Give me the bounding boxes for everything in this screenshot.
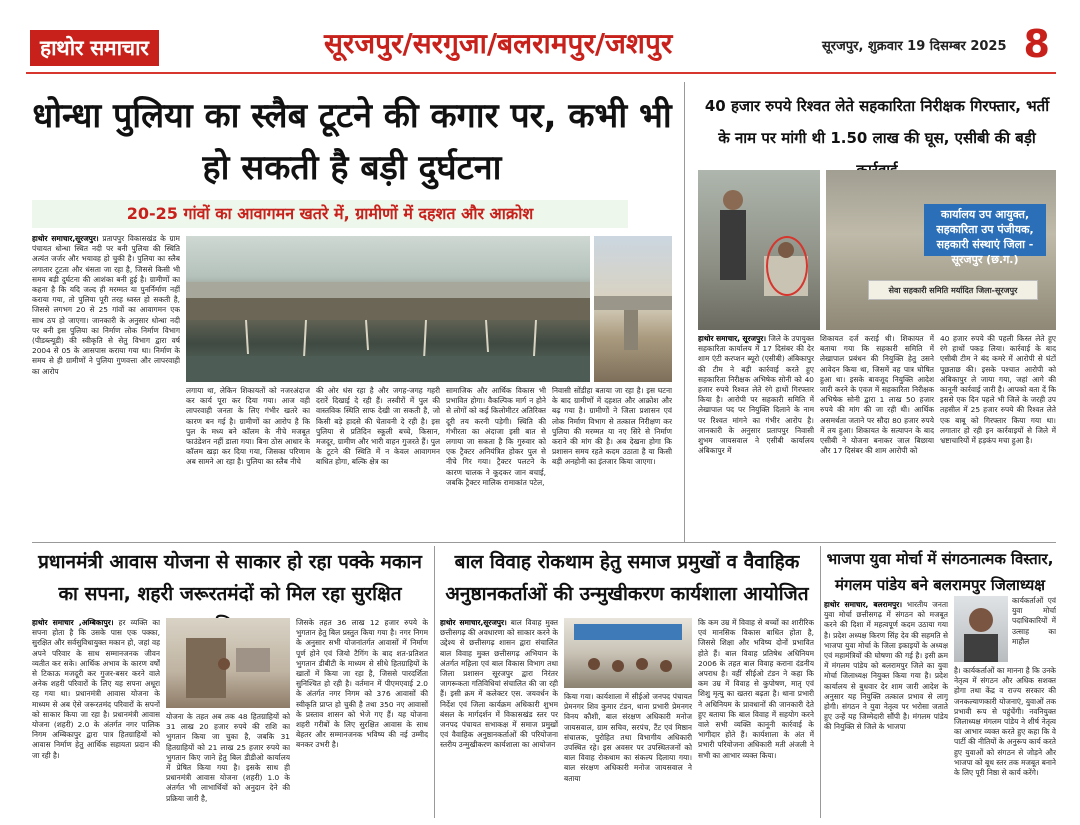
story2-text-1: जिले के उपायुक्त सहकारिता कार्यालय में 17 दिसंबर की देर शाम एंटी करप्शन ब्यूरो (एसीबी) अंबिकापुर की टीम ने बड़ी कार्रवाई करते हुए सहकारिता निरीक्षक अभिषेक सोनी को 40 हजार रुपये रिश्वत लेते रंगे हाथों गिरफ्तार किया है। आरोपी पर सहकारी समिति में लेखापाल पद पर नियुक्ति दिलाने के नाम पर रिश्वत मांगने का गंभीर आरोप है। जानकारी के अनुसार प्रतापपुर निवासी शुभम जायसवाल ने एसीबी कार्यालय अंबिकापुर में [698, 334, 814, 456]
column-divider [434, 546, 435, 818]
story3-headline: प्रधानमंत्री आवास योजना से साकार हो रहा पक्के मकान का सपना, शहरी जरूरतमंदों को मिल रहा सुरक्षित [38, 551, 422, 605]
masthead [26, 14, 1056, 74]
house-illustration [166, 618, 290, 708]
mangalam-pandey-portrait [954, 596, 1008, 662]
story3-text-1: हर व्यक्ति का सपना होता है कि उसके पास एक पक्का, सुरक्षित और सर्वसुविधायुक्त मकान हो, जहां वह अपने परिवार के साथ सम्मानजनक जीवन व्यतीत कर सके। आर्थिक अभाव के कारण वर्षों से टिकाऊ मजदूरी कर गुजर-बसर करने वाले अनेक शहरी परिवारों के लिए यह सपना अधूरा रह गया था। प्रधानमंत्री आवास योजना के माध्यम से अब ऐसे जरूरतमंद परिवारों के सपनों को साकार किया जा रहा है। प्रधानमंत्री आवास योजना (शहरी) 2.0 के अंतर्गत नगर पालिक निगम अम्बिकापुर द्वारा पात्र हितग्राहियों को आवास निर्माण हेतु आर्थिक सहायता प्रदान की जा रही है। [32, 618, 160, 760]
brand-logo: हाथोर समाचार [30, 30, 159, 66]
story1-column-5: निवासी सोंडीहा बताया जा रहा है। इस घटना के बाद ग्रामीणों में दहशत और आक्रोश और बढ़ गया है। ग्रामीणों ने जिला प्रशासन एवं लोक निर्माण विभाग से तत्काल निरीक्षण कर पुलिया की मरम्मत या नए सिरे से निर्माण कराने की मांग की है। अब देखना होगा कि प्रशासन समय रहते कदम उठाता है या किसी बड़ी अनहोनी का इंतजार किया जाएगा। [552, 386, 672, 467]
story5-column-1 [824, 600, 948, 816]
story2-column-2: शिकायत दर्ज कराई थी। शिकायत में बताया गया कि सहकारी समिति में लेखापाल प्रबंधन की नियुक्ति हेतु उसने आवेदन किया था, जिसमें वह पात्र घोषित हुआ था। इसके बावजूद नियुक्ति आदेश जारी करने के एवज में सहकारिता निरीक्षक अभिषेक सोनी द्वारा 1 लाख 50 हजार रुपये की मांग की जा रही थी। आर्थिक असमर्थता जताने पर सौदा 80 हजार रुपये में तय हुआ। शिकायत के सत्यापन के बाद एसीबी ने योजना बनाकर जाल बिछाया और 17 दिसंबर की शाम आरोपी को [820, 334, 934, 456]
office-wall-signboard: सेवा सहकारी समिति मर्यादित जिला-सूरजपुर [868, 280, 1038, 300]
story5-text-1: भारतीय जनता युवा मोर्चा छत्तीसगढ़ में संगठन को मजबूत करने की दिशा में महत्वपूर्ण कदम उठाया गया है। प्रदेश अध्यक्ष किरण सिंह देव की सहमति से भाजपा युवा मोर्चा के जिला इकाइयों के अध्यक्ष एवं महामंत्रियों की घोषणा की गई है। इसी क्रम में मंगलम पांडेय को बलरामपुर जिले का युवा मोर्चा जिलाध्यक्ष नियुक्त किया गया है। प्रदेश कार्यालय से बुधवार देर शाम जारी आदेश के अनुसार यह नियुक्ति तत्काल प्रभाव से लागू होगी। संगठन ने युवा नेतृत्व पर भरोसा जताते हुए उन्हें यह जिम्मेदारी सौंपी है। मंगलम पांडेय की नियुक्ति से जिले के भाजपा [824, 600, 948, 732]
story4-column-1 [440, 618, 558, 816]
story5-column-2: है। कार्यकर्ताओं का मानना है कि उनके नेतृत्व में संगठन और अधिक सशक्त होगा तथा केंद्र व राज्य सरकार की जनकल्याणकारी योजनाएं, युवाओं तक प्रभावी रूप से पहुंचेंगी। नवनियुक्त जिलाध्यक्ष मंगलम पांडेय ने शीर्ष नेतृत्व का आभार व्यक्त करते हुए कहा कि वे पार्टी की नीतियों के अनुरूप कार्य करते हुए युवाओं को संगठन से जोड़ने और भाजपा को बूथ स्तर तक मजबूत बनाने के लिए पूरी निष्ठा से कार्य करेंगे। [954, 666, 1056, 778]
story2-byline: हाथोर समाचार, सूरजपुर। [698, 334, 767, 343]
story3-column-1 [32, 618, 160, 816]
section-title: सूरजपुर/सरगुजा/बलरामपुर/जशपुर [324, 27, 673, 60]
accused-officer-photo [698, 170, 820, 330]
story2-headline: 40 हजार रुपये रिश्वत लेते सहकारिता निरीक्षक गिरफ्तार, भर्ती के नाम पर मांगी थी 1.50 लाख की घूस, एसीबी की बड़ी [704, 97, 1050, 147]
story4-column-2: किया गया। कार्यशाला में सीईओ जनपद पंचायत प्रेमनगर शिव कुमार टंडन, थाना प्रभारी प्रेमनगर विनय कौशी, बाल संरक्षण अधिकारी मनोज जायसवाल, ग्राम सचिव, सरपंच, टैंट एवं मिष्ठान संचालक, पुरोहित तथा विभागीय अधिकारी उपस्थित रहे। इस अवसर पर उपस्थितजनों को बाल विवाह रोकथाम का संकल्प दिलाया गया। बाल संरक्षण अधिकारी मनोज जायसवाल ने बताया [564, 692, 692, 783]
office-signboard: कार्यालय उप आयुक्त, सहकारिता उप पंजीयक, सहकारी संस्थाएं जिला - सूरजपुर (छ.ग.) [924, 204, 1046, 256]
story1-column-2: लगाया था, लेकिन शिकायतों को नजरअंदाज कर कार्य पूरा कर दिया गया। आज वही लापरवाही जनता के लिए गंभीर खतरे का कारण बन गई है। ग्रामीणों का आरोप है कि पुल के मध्य बने कॉलम के नीचे मजबूत फाउंडेशन नहीं डाला गया। बिना ठोस आधार के कॉलम खड़ा कर दिया गया, जिसका परिणाम अब सामने आ रहा है। पुलिया का स्लैब नीचे [186, 386, 310, 467]
story1-text-1: प्रतापपुर विकासखंड के ग्राम पंचायत धोन्धा स्थित नदी पर बनी पुलिया की स्थिति अत्यंत जर्जर और भयावह हो चुकी है। पुलिया का स्लैब लगातार टूटता और धंसता जा रहा है, जिससे किसी भी समय बड़ी दुर्घटना की आशंका बनी हुई है। ग्रामीणों का कहना है कि यदि जल्द ही मरम्मत या पुनर्निर्माण नहीं कराया गया, तो पुलिया पूरी तरह ध्वस्त हो सकती है, जिससे लगभग 20 से 25 गांवों का आवागमन एक साथ ठप हो जाएगा। जानकारी के अनुसार धोन्धा नदी पर बनी इस पुलिया का निर्माण लोक निर्माण विभाग (पीडब्ल्यूडी) की स्वीकृति से सेतु विभाग द्वारा वर्ष 2004 से 05 के आसपास कराया गया था। निर्माण के समय से ही ग्रामीणों ने पुलिया गुणवत्ता और लापरवाही का आरोप [32, 234, 180, 376]
story5-byline: हाथोर समाचार, बलरामपुर। [824, 600, 903, 609]
bridge-illustration [186, 236, 590, 382]
story2-column-3: 40 हजार रुपये की पहली किस्त लेते हुए रंगे हाथों पकड़ लिया। कार्रवाई के बाद एसीबी टीम ने बंद कमरे में आरोपी से घंटों पूछताछ की। इसके पश्चात आरोपी को अंबिकापुर ले जाया गया, जहां आगे की कानूनी कार्रवाई जारी है। आपको बता दें कि इससे एक दिन पहले भी जिले के जरही उप तहसील में 25 हजार रुपये की रिश्वत लेते एक बाबू को गिरफ्तार किया गया था। लगातार हो रही इन कार्रवाइयों से जिले में भ्रष्टाचारियों में हड़कंप मचा हुआ है। [940, 334, 1056, 446]
story4-headline: बाल विवाह रोकथाम हेतु समाज प्रमुखों व वैवाहिक अनुष्ठानकर्ताओं की उन्मुखीकरण कार्यशाला आयोजित [445, 551, 809, 605]
story2-column-1 [698, 334, 814, 538]
column-divider [684, 82, 685, 542]
story4-byline: हाथोर समाचार,सूरजपुर। [440, 618, 507, 627]
workshop-illustration [564, 618, 692, 688]
portrait-illustration [954, 596, 1008, 662]
story4-column-3: कि कम उम्र में विवाह से बच्चों का शारीरिक एवं मानसिक विकास बाधित होता है, जिससे शिक्षा और भविष्य दोनों प्रभावित होते हैं। बाल विवाह प्रतिषेध अधिनियम 2006 के तहत बाल विवाह कराना दंडनीय अपराध है। वहीं सीईओ टंडन ने कहा कि कम उम्र में विवाह से कुपोषण, मातृ एवं शिशु मृत्यु का खतरा बढ़ता है। थाना प्रभारी ने अधिनियम के प्रावधानों की जानकारी देते हुए बताया कि बाल विवाह में सहयोग करने वाले सभी व्यक्ति कानूनी कार्रवाई के भागीदार होते हैं। कार्यशाला के अंत में प्रभारी परियोजना अधिकारी मती अंजली ने सभी का आभार व्यक्त किया। [698, 618, 814, 760]
story3-column-3: जिसके तहत 36 लाख 12 हजार रुपये के भुगतान हेतु बिल प्रस्तुत किया गया है। नगर निगम के अनुसार सभी योजनांतर्गत आवासों में निर्माण पूर्ण होने एवं जियो टैगिंग के बाद शत-प्रतिशत भुगतान डीबीटी के माध्यम से सीधे हितग्राहियों के खातों में किया जा रहा है, जिससे पारदर्शिता सुनिश्चित हो रही है। वर्तमान में पीएमएवाई 2.0 के अंतर्गत नगर निगम को 376 आवासों की स्वीकृति प्राप्त हो चुकी है तथा 350 नए आवासों के प्रस्ताव शासन को भेजे गए हैं। यह योजना शहरी गरीबों के लिए सुरक्षित आवास के साथ बेहतर और सम्मानजनक भविष्य की नई उम्मीद बनकर उभरी है। [296, 618, 428, 750]
story1-subhead: 20-25 गांवों का आवागमन खतरे में, ग्रामीणों में दहशत और आक्रोश [32, 200, 628, 228]
newspaper-page [26, 14, 1056, 819]
workshop-photo [564, 618, 692, 688]
section-divider [32, 542, 1056, 543]
bridge-collapse-photo [186, 236, 590, 382]
story1-headline: धोन्धा पुलिया का स्लैब टूटने की कगार पर, कभी भी हो सकती है बड़ी दुर्घटना [32, 96, 672, 188]
bridge-side-illustration [594, 236, 672, 382]
page-number: 8 [1023, 22, 1050, 66]
story3-byline: हाथोर समाचार ,अम्बिकापुर। [32, 618, 114, 627]
story5-headline: भाजपा युवा मोर्चा में संगठनात्मक विस्तार, मंगलम पांडेय बने बलरामपुर जिलाध्यक्ष [826, 550, 1054, 594]
dateline: सूरजपुर, शुक्रवार 19 दिसम्बर 2025 [822, 39, 1007, 54]
highlight-circle [766, 236, 808, 296]
bridge-side-photo [594, 236, 672, 382]
column-divider [820, 546, 821, 818]
story3-column-2: योजना के तहत अब तक 48 हितग्राहियों को 31 लाख 20 हजार रुपये की राशि का भुगतान किया जा चुका है, जबकि 31 हितग्राहियों को 21 लाख 25 हजार रुपये का भुगतान किए जाने हेतु बिल डीडीओ कार्यालय में प्रेषित किया गया है। इसके साथ ही प्रधानमंत्री आवास योजना (शहरी) 1.0 के अंतर्गत भी लाभार्थियों को अनुदान देने की प्रक्रिया जारी है, [166, 712, 290, 803]
story1-column-3: की ओर धंस रहा है और जगह-जगह गहरी दरारें दिखाई दे रही हैं। तस्वीरों में पुल की वास्तविक स्थिति साफ देखी जा सकती है, जो किसी बड़े हादसे की चेतावनी दे रही है। इस पुलिया से प्रतिदिन स्कूली बच्चे, किसान, मजदूर, ग्रामीण और भारी वाहन गुजरते हैं। पुल के टूटने की स्थिति में न केवल आवागमन बाधित होगा, बल्कि क्षेत्र का [316, 386, 440, 467]
story1-byline: हाथोर समाचार,सूरजपुर। [32, 234, 99, 243]
house-beneficiary-photo [166, 618, 290, 708]
story5-side-text: कार्यकर्ताओं एवं युवा मोर्चा पदाधिकारियों में उत्साह का माहौल [1012, 596, 1056, 646]
story4-text-1: बाल विवाह मुक्त छत्तीसगढ़ की अवधारणा को साकार करने के उद्देश्य से छत्तीसगढ़ शासन द्वारा संचालित बाल विवाह मुक्त छत्तीसगढ़ अभियान के अंतर्गत महिला एवं बाल विकास विभाग तथा जिला प्रशासन सूरजपुर द्वारा निरंतर जागरूकता गतिविधियां संचालित की जा रही हैं। इसी क्रम में कलेक्टर एस. जयवर्धन के निर्देश एवं जिला कार्यक्रम अधिकारी शुभम बंसल के मार्गदर्शन में विकासखंड स्तर पर जनपद पंचायत सभाकक्ष में समाज प्रमुखों एवं वैवाहिक अनुष्ठानकर्ताओं की परियोजना स्तरीय उन्मुखीकरण कार्यशाला का आयोजन [440, 618, 558, 750]
story1-column-1 [32, 234, 180, 538]
story1-column-4: सामाजिक और आर्थिक विकास भी प्रभावित होगा। वैकल्पिक मार्ग न होने से लोगों को कई किलोमीटर अतिरिक्त दूरी तय करनी पड़ेगी। स्थिति की गंभीरता का अंदाजा इसी बात से लगाया जा सकता है कि गुरुवार को एक ट्रैक्टर अनियंत्रित होकर पुल से नीचे गिर गया। ट्रैक्टर पलटने के कारण चालक ने कूदकर जान बचाई, जबकि ट्रैक्टर मालिक रामाकांत पटेल, [446, 386, 546, 487]
